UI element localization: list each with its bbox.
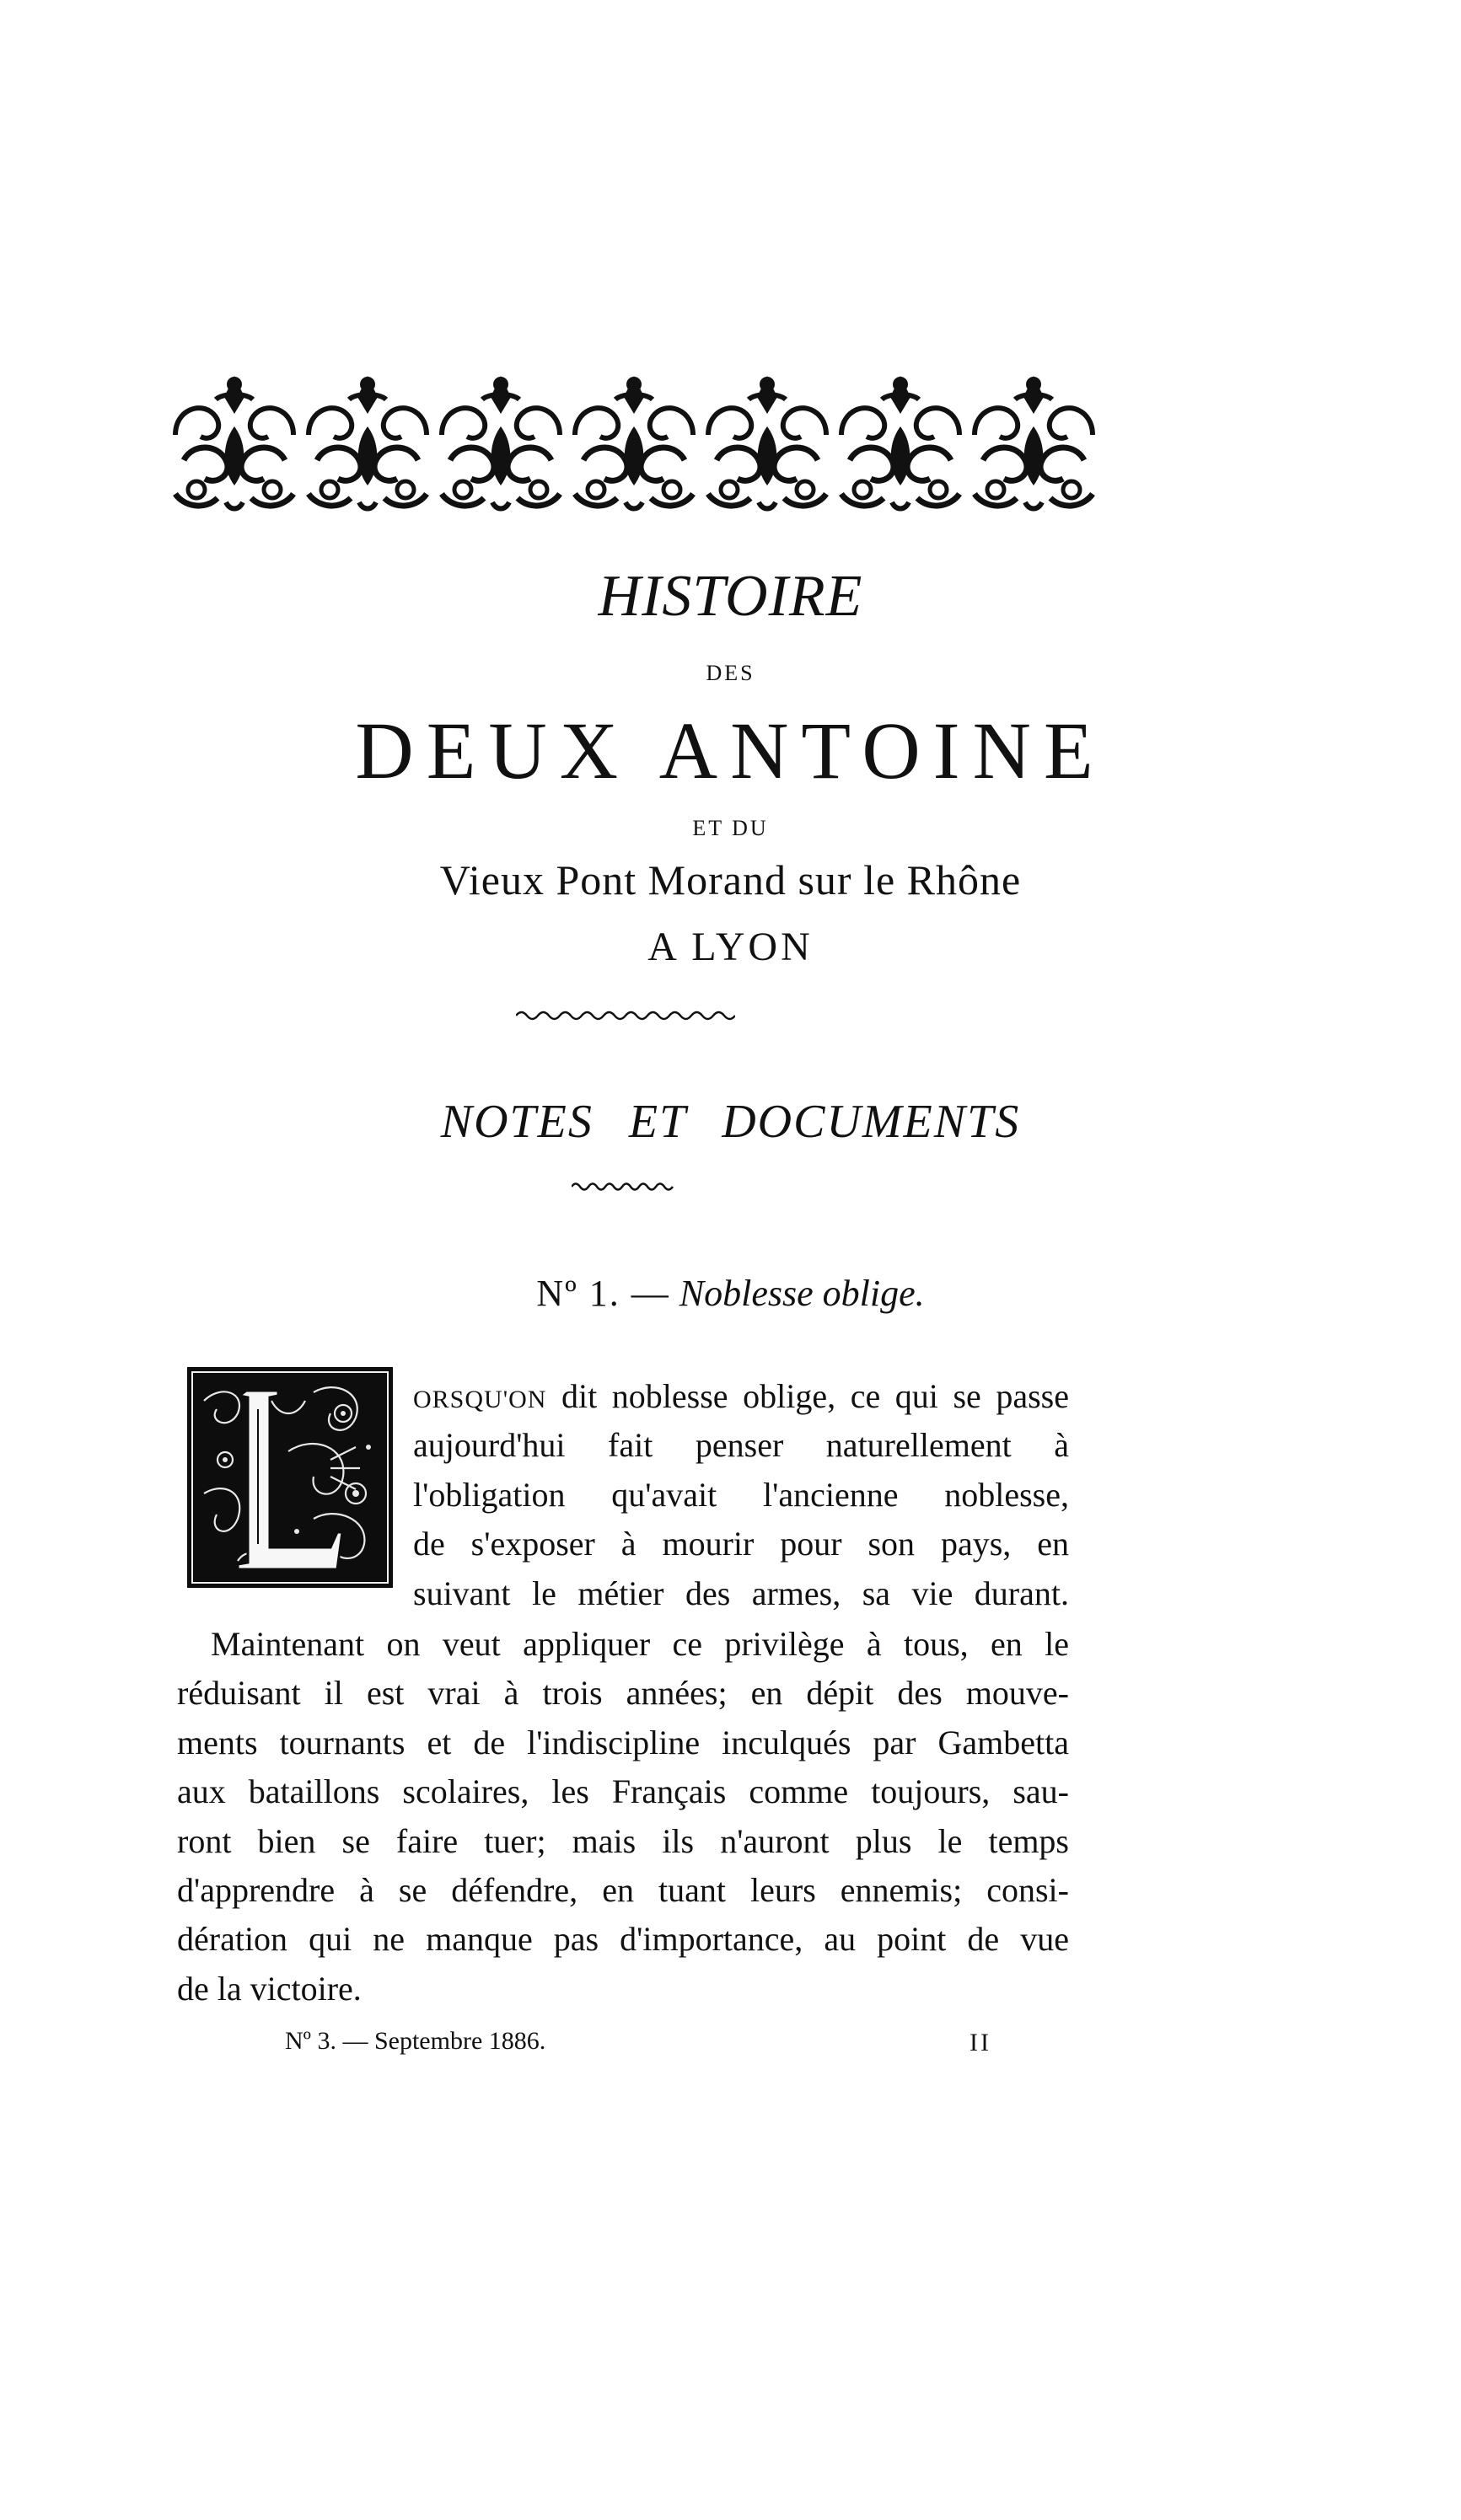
section-squiggle-divider (572, 1180, 674, 1193)
text-line: d'apprendre à se défendre, en tuant leurs ennemis; consi- (177, 1870, 1069, 1909)
signature-mark: II (970, 2029, 991, 2056)
title-des: DES (706, 661, 755, 685)
subheading-title: Noblesse oblige. (679, 1273, 925, 1314)
subheading-number: Nº 1. — (536, 1273, 670, 1314)
paragraph-continued (177, 1620, 1069, 2013)
title-histoire: HISTOIRE (598, 564, 863, 629)
text-line: de la victoire. (177, 1969, 362, 2008)
opening-smallcaps: ORSQU'ON (413, 1386, 547, 1413)
text-line: aujourd'hui fait penser naturellement à (413, 1426, 1069, 1465)
decorated-dropcap-L (187, 1367, 393, 1588)
text-line (413, 1372, 1069, 1421)
article-subheading (0, 1271, 1461, 1316)
title-a-lyon: A LYON (647, 925, 814, 969)
text-line: de s'exposer à mourir pour son pays, en (413, 1525, 1069, 1563)
text-line: réduisant il est vrai à trois années; en dépit des mouve- (177, 1674, 1069, 1713)
text-line: aux bataillons scolaires, les Français comme toujours, sau- (177, 1772, 1069, 1811)
text-line: dération qui ne manque pas d'importance, au point de vue (177, 1920, 1069, 1959)
title-et-du: ET DU (692, 816, 769, 840)
issue-footer: Nº 3. — Septembre 1886. (285, 2027, 546, 2055)
ornamental-frieze (167, 367, 1101, 516)
text-line: ront bien se faire tuer; mais ils n'auront plus le temps (177, 1821, 1069, 1860)
text-line: ments tournants et de l'indiscipline inculqués par Gambetta (177, 1723, 1069, 1761)
text-line: Maintenant on veut appliquer ce privilège à tous, en le (211, 1625, 1069, 1663)
text-line: l'obligation qu'avait l'ancienne noblesse, (413, 1475, 1069, 1514)
title-vieux-pont: Vieux Pont Morand sur le Rhône (439, 856, 1022, 903)
section-heading: NOTES ET DOCUMENTS (440, 1096, 1021, 1148)
paragraph-opening (413, 1372, 1069, 1618)
title-squiggle-divider (516, 1008, 735, 1023)
title-deux-antoine: DEUX ANTOINE (355, 705, 1106, 796)
text-line: suivant le métier des armes, sa vie durant. (413, 1574, 1069, 1612)
text-line-rest: dit noblesse oblige, ce qui se passe (546, 1377, 1069, 1415)
